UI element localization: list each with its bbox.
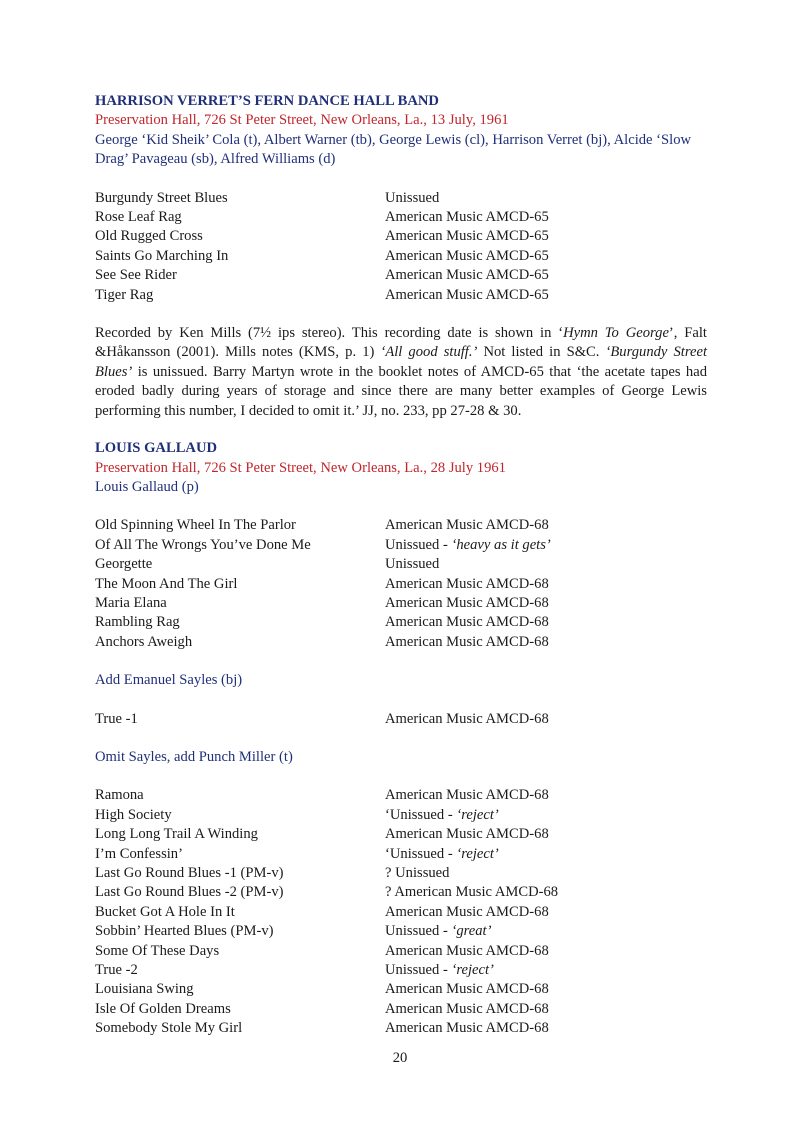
track-title: Anchors Aweigh xyxy=(95,633,193,650)
section-harrison-verret xyxy=(95,92,707,421)
issue-label: Unissued - xyxy=(385,536,452,553)
track-row xyxy=(95,516,707,535)
track-row xyxy=(95,613,707,632)
paragraph-text: is unissued. Barry Martyn wrote in the booklet notes of AMCD-65 that ‘the acetate tapes had eroded badly during years of storage and since there are many better examples of George Lewis performing this number, I decided to omit it.’ JJ, no. 233, pp 27-28 & 30. xyxy=(95,363,707,419)
track-issue xyxy=(385,227,707,246)
track-title: Last Go Round Blues -1 (PM-v) xyxy=(95,865,284,881)
track-title: Isle Of Golden Dreams xyxy=(95,1000,231,1017)
track-issue xyxy=(385,575,707,594)
track-issue xyxy=(385,555,707,574)
track-row xyxy=(95,208,707,227)
session-place-date: Preservation Hall, 726 St Peter Street, New Orleans, La., 28 July 1961 xyxy=(95,459,506,476)
paragraph-text: Recorded by Ken Mills (7½ ips stereo). This recording date is shown in ‘ xyxy=(95,325,564,342)
issue-label: ? American Music AMCD-68 xyxy=(385,884,559,901)
issue-comment: ‘great’ xyxy=(451,923,492,940)
track-issue xyxy=(385,806,707,825)
paragraph-text: ’, Falt &Håkansson (2001). Mills notes (KMS, p. 1) xyxy=(95,325,707,361)
issue-label: American Music AMCD-68 xyxy=(385,942,549,959)
issue-label: American Music AMCD-68 xyxy=(385,1020,549,1037)
issue-comment: ‘reject’ xyxy=(451,962,494,979)
issue-label: American Music AMCD-65 xyxy=(385,286,549,303)
issue-label: American Music AMCD-65 xyxy=(385,247,549,264)
track-row xyxy=(95,536,707,555)
issue-label: American Music AMCD-68 xyxy=(385,787,549,804)
issue-comment: ‘heavy as it gets’ xyxy=(451,536,551,553)
track-title: Last Go Round Blues -2 (PM-v) xyxy=(95,884,284,901)
track-title: Saints Go Marching In xyxy=(95,247,229,264)
track-row xyxy=(95,864,707,883)
track-title: Burgundy Street Blues xyxy=(95,189,228,206)
track-issue xyxy=(385,883,707,902)
issue-label: American Music AMCD-68 xyxy=(385,633,549,650)
issue-label: American Music AMCD-68 xyxy=(385,575,549,592)
session-personnel: Louis Gallaud (p) xyxy=(95,478,199,495)
issue-label: American Music AMCD-68 xyxy=(385,981,549,998)
track-title: Louisiana Swing xyxy=(95,981,194,998)
track-title: Georgette xyxy=(95,556,153,573)
italic-text: Hymn To George xyxy=(563,325,669,342)
track-row xyxy=(95,575,707,594)
section-louis-gallaud xyxy=(95,439,707,1039)
issue-label: American Music AMCD-68 xyxy=(385,517,549,534)
track-list xyxy=(95,516,707,652)
track-issue xyxy=(385,286,707,305)
track-title: Somebody Stole My Girl xyxy=(95,1020,243,1037)
track-row xyxy=(95,266,707,285)
section-title: LOUIS GALLAUD xyxy=(95,440,218,457)
track-title: Long Long Trail A Winding xyxy=(95,826,258,843)
italic-text: ‘All good stuff.’ xyxy=(380,344,478,361)
paragraph-text: Not listed in S&C. xyxy=(477,344,606,361)
personnel-change-note: Omit Sayles, add Punch Miller (t) xyxy=(95,748,293,765)
track-title: Of All The Wrongs You’ve Done Me xyxy=(95,536,311,553)
issue-label: American Music AMCD-68 xyxy=(385,903,549,920)
track-row xyxy=(95,942,707,961)
track-issue xyxy=(385,825,707,844)
track-issue xyxy=(385,1019,707,1038)
track-issue xyxy=(385,942,707,961)
track-row xyxy=(95,845,707,864)
issue-label: American Music AMCD-65 xyxy=(385,267,549,284)
track-row xyxy=(95,883,707,902)
track-row xyxy=(95,710,707,729)
track-row xyxy=(95,1000,707,1019)
track-title: Old Spinning Wheel In The Parlor xyxy=(95,517,296,534)
track-row xyxy=(95,806,707,825)
track-issue xyxy=(385,864,707,883)
issue-label: American Music AMCD-65 xyxy=(385,209,549,226)
issue-label: Unissued xyxy=(385,189,440,206)
track-issue xyxy=(385,633,707,652)
track-list xyxy=(95,786,707,1038)
document-page xyxy=(95,92,707,1058)
track-title: Old Rugged Cross xyxy=(95,228,203,245)
track-issue xyxy=(385,980,707,999)
issue-label: American Music AMCD-68 xyxy=(385,594,549,611)
track-groups xyxy=(95,516,707,1038)
issue-label: American Music AMCD-65 xyxy=(385,228,549,245)
track-title: Tiger Rag xyxy=(95,286,154,303)
track-row xyxy=(95,286,707,305)
track-issue xyxy=(385,594,707,613)
issue-comment: ‘reject’ xyxy=(456,806,499,823)
track-title: Rambling Rag xyxy=(95,614,180,631)
track-issue xyxy=(385,189,707,208)
track-title: Maria Elana xyxy=(95,594,167,611)
session-personnel: George ‘Kid Sheik’ Cola (t), Albert Warner (tb), George Lewis (cl), Harrison Verret (bj), Alcide ‘Slow Drag’ Pavageau (sb), Alfred Williams (d) xyxy=(95,131,692,168)
track-row xyxy=(95,189,707,208)
track-title: Sobbin’ Hearted Blues (PM-v) xyxy=(95,923,274,940)
personnel-change-note: Add Emanuel Sayles (bj) xyxy=(95,672,243,689)
issue-label: Unissued xyxy=(385,556,440,573)
track-row xyxy=(95,555,707,574)
track-row xyxy=(95,1019,707,1038)
track-list xyxy=(95,710,707,729)
track-title: True -1 xyxy=(95,710,138,727)
issue-label: American Music AMCD-68 xyxy=(385,614,549,631)
track-issue xyxy=(385,903,707,922)
issue-label: Unissued - xyxy=(385,962,452,979)
track-title: Bucket Got A Hole In It xyxy=(95,903,235,920)
track-row xyxy=(95,825,707,844)
track-issue xyxy=(385,922,707,941)
track-row xyxy=(95,903,707,922)
page-number: 20 xyxy=(392,1050,408,1066)
track-title: The Moon And The Girl xyxy=(95,575,238,592)
track-title: See See Rider xyxy=(95,267,177,284)
track-row xyxy=(95,247,707,266)
section-title: HARRISON VERRET’S FERN DANCE HALL BAND xyxy=(95,93,439,109)
track-title: True -2 xyxy=(95,962,138,979)
track-issue xyxy=(385,961,707,980)
session-place-date: Preservation Hall, 726 St Peter Street, New Orleans, La., 13 July, 1961 xyxy=(95,112,509,129)
track-issue xyxy=(385,1000,707,1019)
track-row xyxy=(95,961,707,980)
track-issue xyxy=(385,613,707,632)
issue-label: American Music AMCD-68 xyxy=(385,826,549,843)
track-issue xyxy=(385,536,707,555)
track-list xyxy=(95,189,707,305)
issue-label: ‘Unissued - xyxy=(385,806,457,823)
session-notes-paragraph xyxy=(95,324,707,421)
issue-comment: ‘reject’ xyxy=(456,845,499,862)
track-issue xyxy=(385,786,707,805)
issue-label: American Music AMCD-68 xyxy=(385,1000,549,1017)
issue-label: Unissued - xyxy=(385,923,452,940)
track-title: Ramona xyxy=(95,787,144,804)
issue-label: American Music AMCD-68 xyxy=(385,710,549,727)
track-title: High Society xyxy=(95,806,172,823)
track-row xyxy=(95,980,707,999)
track-issue xyxy=(385,710,707,729)
issue-label: ? Unissued xyxy=(385,865,450,881)
issue-label: ‘Unissued - xyxy=(385,845,457,862)
track-row xyxy=(95,594,707,613)
track-issue xyxy=(385,208,707,227)
track-title: Rose Leaf Rag xyxy=(95,209,182,226)
track-issue xyxy=(385,516,707,535)
track-issue xyxy=(385,845,707,864)
track-title: I’m Confessin’ xyxy=(95,845,183,862)
track-row xyxy=(95,633,707,652)
italic-text: ‘Burgundy Street Blues’ xyxy=(95,344,707,380)
track-row xyxy=(95,786,707,805)
track-issue xyxy=(385,266,707,285)
track-row xyxy=(95,922,707,941)
track-title: Some Of These Days xyxy=(95,942,220,959)
track-row xyxy=(95,227,707,246)
track-issue xyxy=(385,247,707,266)
